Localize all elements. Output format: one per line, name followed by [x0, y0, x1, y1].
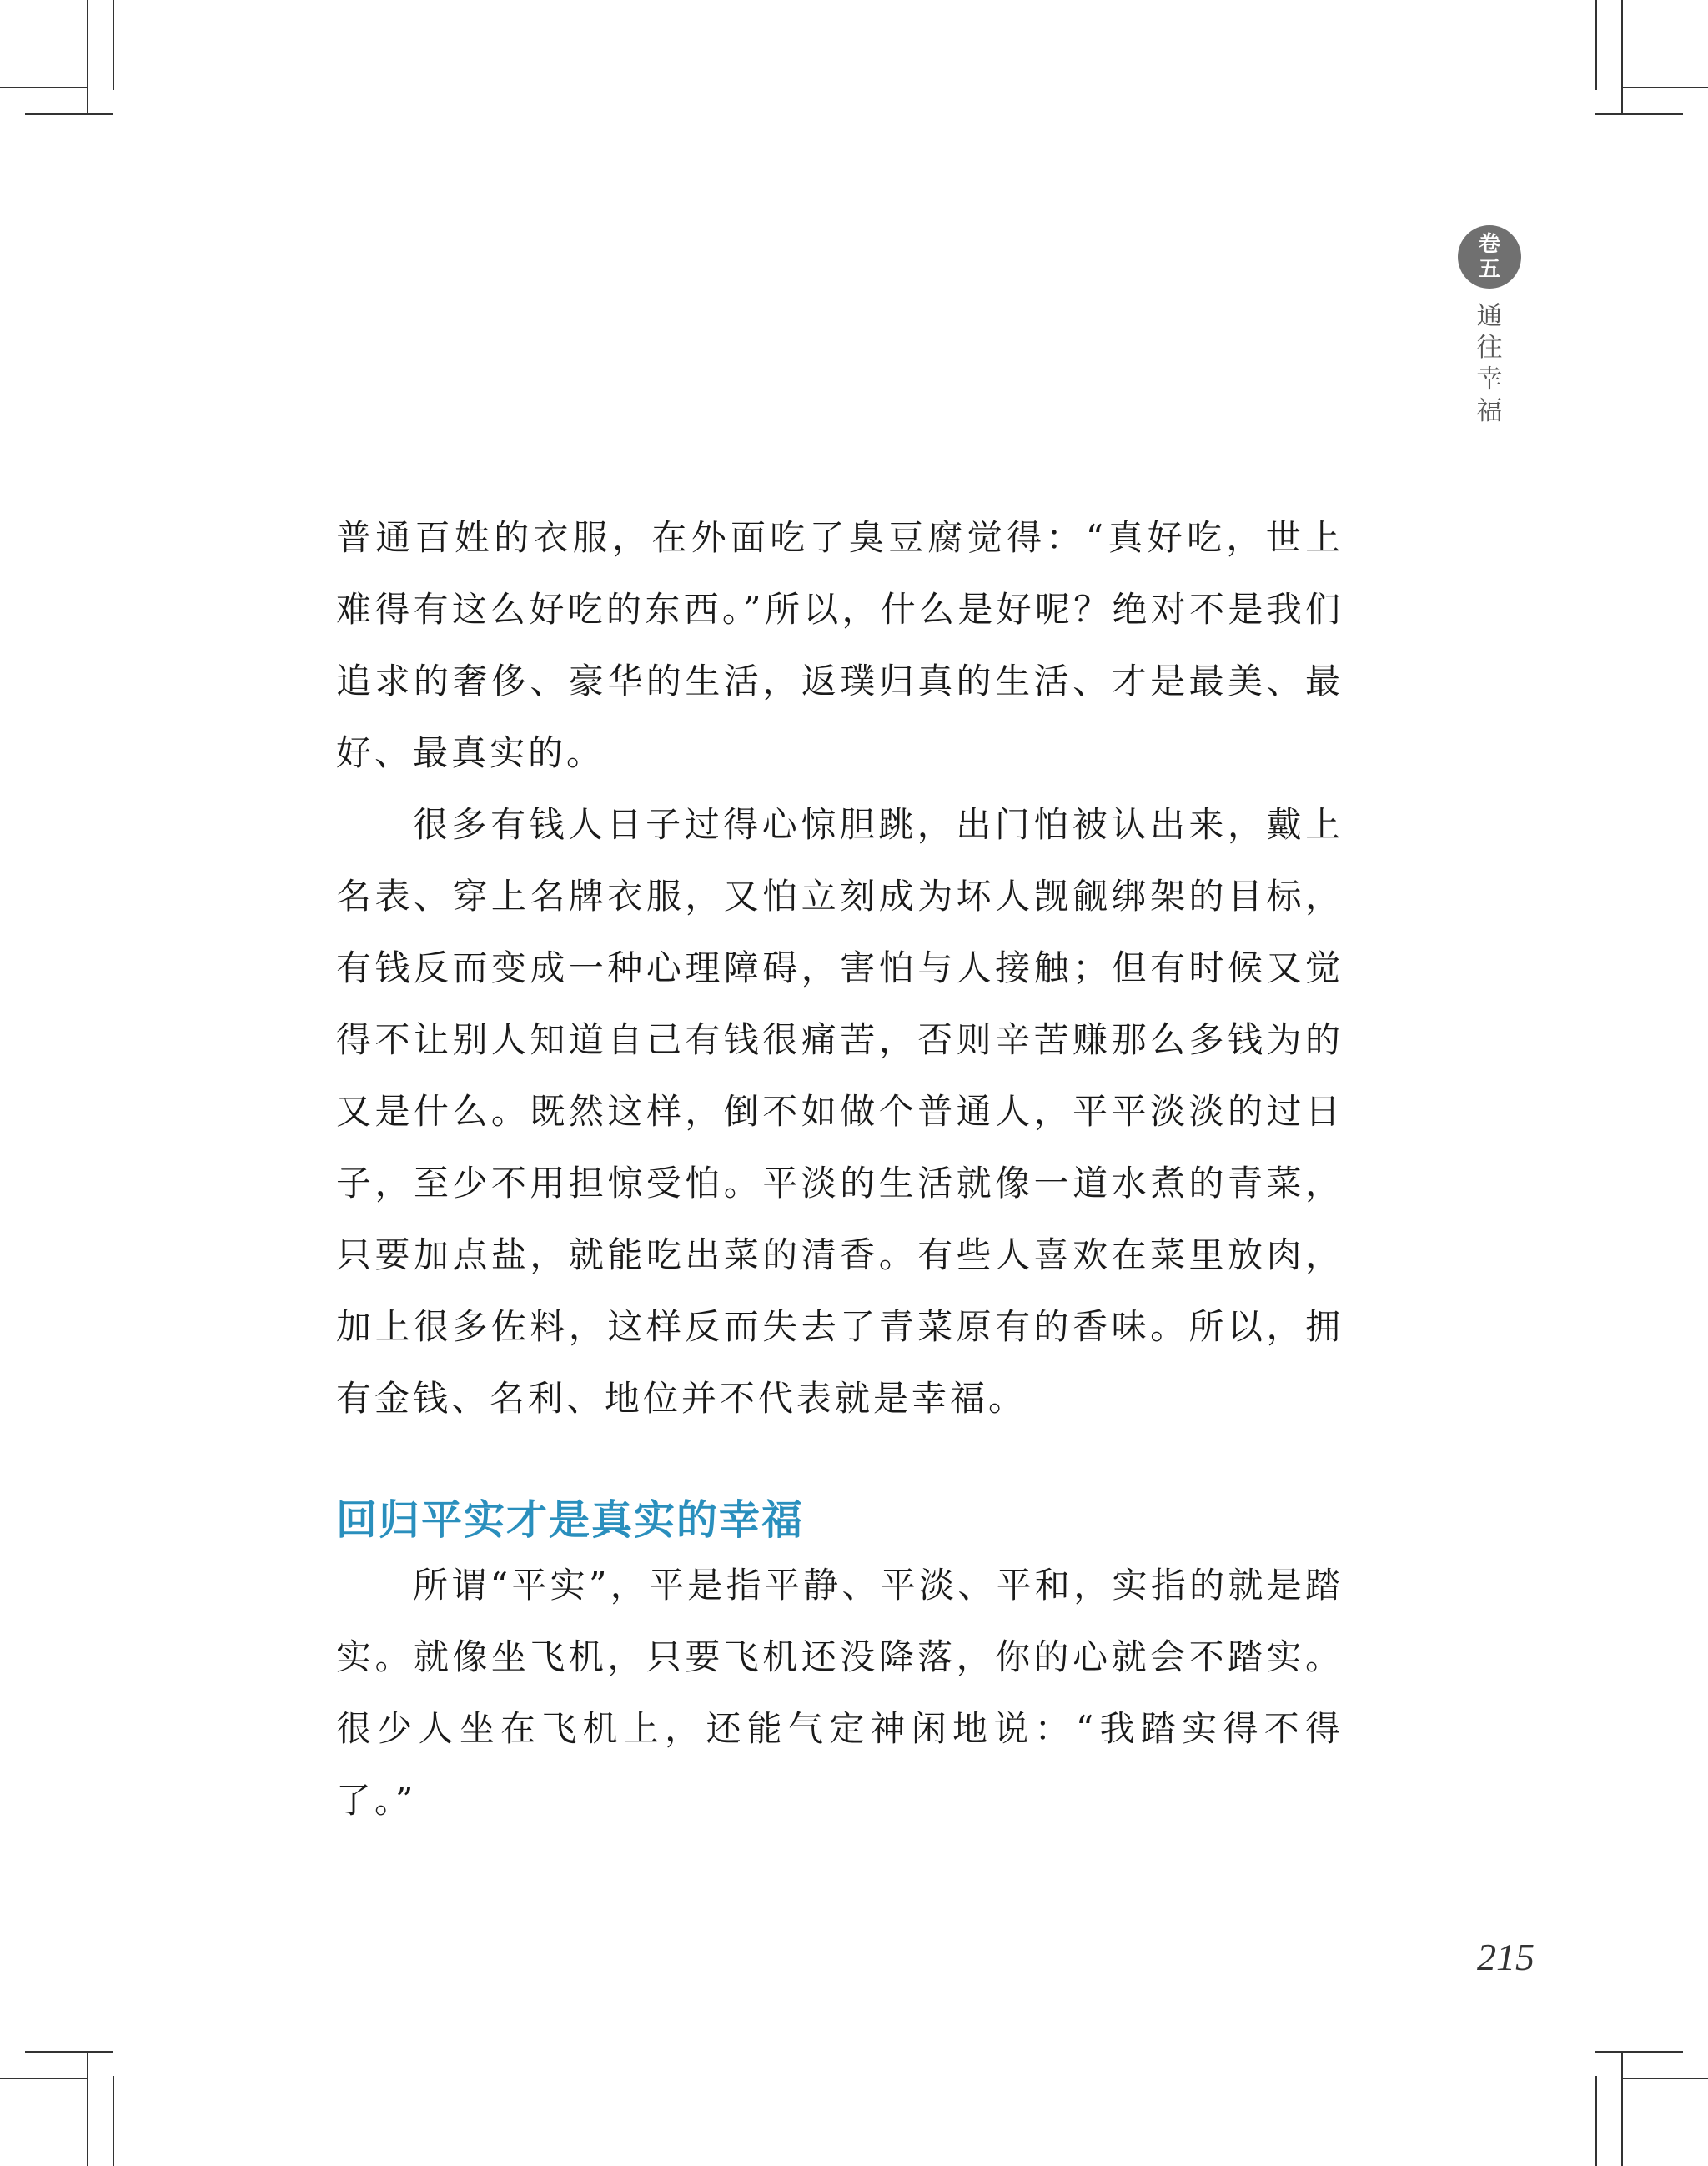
chapter-title-char: 幸	[1476, 364, 1503, 395]
crop-mark	[25, 113, 113, 115]
crop-mark	[1595, 2076, 1597, 2166]
crop-mark	[1621, 87, 1708, 88]
crop-mark	[0, 87, 87, 88]
body-paragraph: 所谓“平实”，平是指平静、平淡、平和，实指的就是踏实。就像坐飞机，只要飞机还没降落，你的心就会不踏实。很少人坐在飞机上，还能气定神闲地说：“我踏实得不得了。”	[336, 1565, 1344, 1821]
chapter-badge-line2: 五	[1478, 257, 1500, 282]
crop-mark	[1621, 0, 1623, 115]
chapter-badge	[1458, 225, 1521, 289]
chapter-title-char: 通	[1476, 301, 1503, 331]
crop-mark	[1621, 2078, 1708, 2079]
chapter-title-char: 福	[1476, 396, 1503, 426]
page-number: 215	[1477, 1936, 1535, 1978]
crop-mark	[0, 2078, 87, 2079]
chapter-title-char: 往	[1476, 333, 1503, 363]
crop-mark	[1595, 113, 1683, 115]
crop-mark	[25, 2051, 113, 2053]
crop-mark	[113, 0, 114, 90]
chapter-title	[1473, 300, 1506, 427]
crop-mark	[1621, 2051, 1623, 2166]
crop-mark	[1595, 0, 1597, 90]
body-paragraph: 普通百姓的衣服，在外面吃了臭豆腐觉得：“真好吃，世上难得有这么好吃的东西。”所以，什么是好呢？绝对不是我们追求的奢侈、豪华的生活，返璞归真的生活、才是最美、最好、最真实的。	[336, 517, 1344, 773]
crop-mark	[87, 2051, 88, 2166]
section-heading: 回归平实才是真实的幸福	[336, 1496, 805, 1544]
chapter-badge-line1: 卷	[1478, 232, 1500, 257]
crop-mark	[1595, 2051, 1683, 2053]
page-body	[336, 502, 1344, 1837]
crop-mark	[87, 0, 88, 115]
body-paragraph: 很多有钱人日子过得心惊胆跳，出门怕被认出来，戴上名表、穿上名牌衣服，又怕立刻成为坏人觊觎绑架的目标，有钱反而变成一种心理障碍，害怕与人接触；但有时候又觉得不让别人知道自己有钱很痛苦，否则辛苦赚那么多钱为的又是什么。既然这样，倒不如做个普通人，平平淡淡的过日子，至少不用担惊受怕。平淡的生活就像一道水煮的青菜，只要加点盐，就能吃出菜的清香。有些人喜欢在菜里放肉，加上很多佐料，这样反而失去了青菜原有的香味。所以，拥有金钱、名利、地位并不代表就是幸福。	[336, 804, 1344, 1419]
crop-mark	[113, 2076, 114, 2166]
